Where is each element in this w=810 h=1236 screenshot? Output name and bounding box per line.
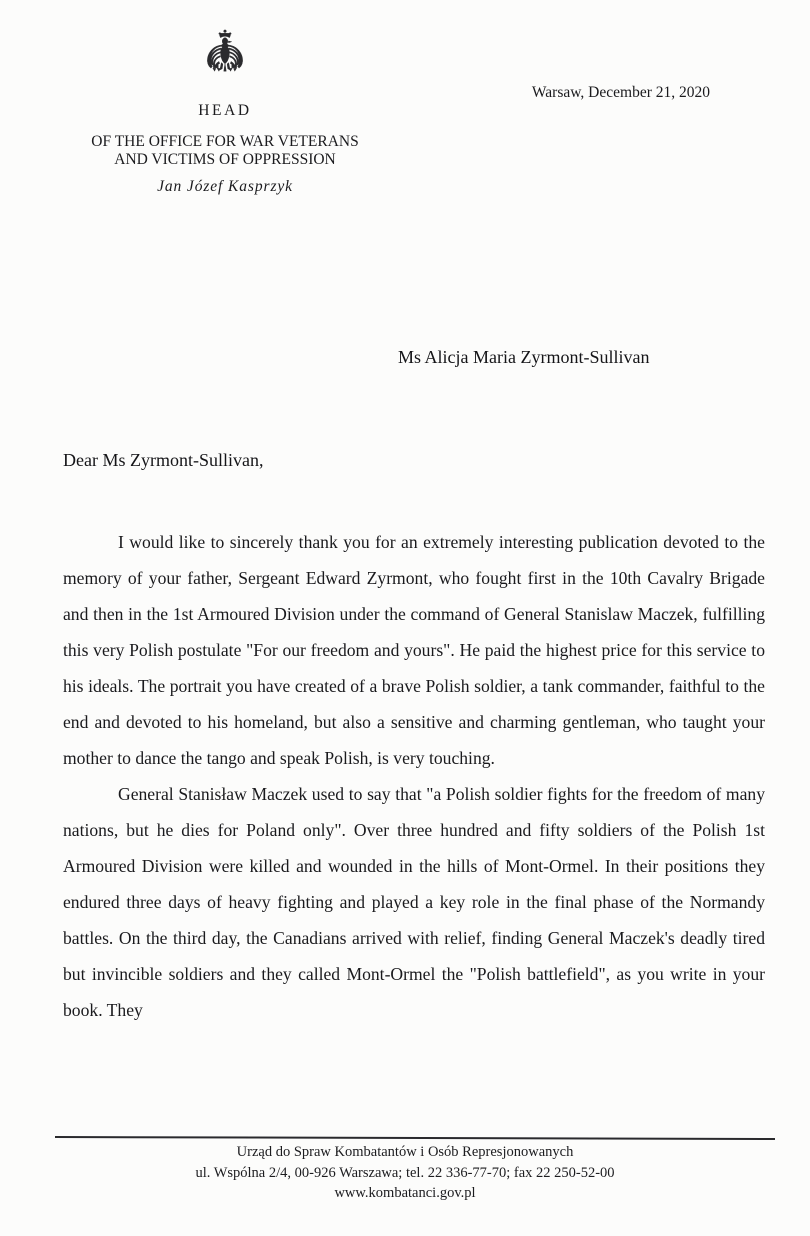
footer-organisation: Urząd do Spraw Kombatantów i Osób Represjonowanych — [236, 1144, 574, 1160]
letterhead-official-name: Jan Józef Kasprzyk — [157, 177, 293, 195]
footer-address-contact: ul. Wspólna 2/4, 00-926 Warszawa; tel. 22 336-77-70; fax 22 250-52-00 — [195, 1164, 615, 1181]
letterhead-office-line-2: AND VICTIMS OF OPPRESSION — [114, 151, 336, 169]
footer-website: www.kombatanci.gov.pl — [334, 1185, 476, 1201]
salutation-line: Dear Ms Zyrmont-Sullivan, — [63, 450, 264, 470]
letterhead-title: HEAD — [198, 102, 252, 119]
footer-divider — [55, 1136, 775, 1140]
date-line: Warsaw, December 21, 2020 — [531, 84, 710, 101]
body-paragraph-2: General Stanisław Maczek used to say that "a Polish soldier fights for the freedom of many nations, but he dies for Poland only". Over three hundred and fifty soldiers of the Polish 1st Armoured Division were killed and wounded in the hills of Mont-Ormel. In their positions they endured three days of heavy fighting and played a key role in the final phase of the Normandy battles. On the third day, the Canadians arrived with relief, finding General Maczek's deadly tired but invincible soldiers and they called Mont-Ormel the "Polish battlefield", as you write in your book. They — [63, 784, 765, 1020]
body-paragraph-1: I would like to sincerely thank you for an extremely interesting publication devoted to the memory of your father, Sergeant Edward Zyrmont, who fought first in the 10th Cavalry Brigade and then in the 1st Armoured Division under the command of General Stanislaw Maczek, fulfilling this very Polish postulate "For our freedom and yours". He paid the highest price for this service to his ideals. The portrait you have created of a brave Polish soldier, a tank commander, faithful to the end and devoted to his homeland, but also a sensitive and charming gentleman, who taught your mother to dance the tango and speak Polish, is very touching. — [63, 532, 765, 768]
polish-eagle-coat-of-arms-icon — [194, 26, 256, 92]
letterhead-office-line-1: OF THE OFFICE FOR WAR VETERANS — [91, 133, 359, 151]
letterhead-office-name — [45, 133, 405, 170]
letterhead — [45, 26, 405, 196]
footer — [0, 1142, 810, 1204]
addressee-line: Ms Alicja Maria Zyrmont-Sullivan — [398, 347, 650, 367]
letter-body — [63, 524, 765, 1028]
